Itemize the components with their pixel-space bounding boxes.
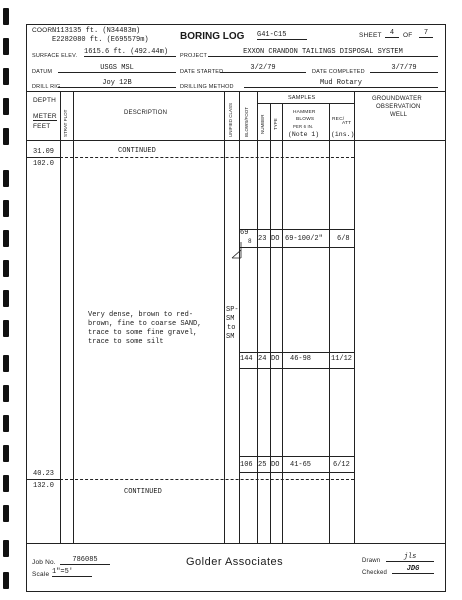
drill-rig-label: DRILL RIG [32, 84, 61, 90]
blows-header: BLOWS [296, 117, 315, 122]
description-header: DESCRIPTION [124, 110, 168, 116]
scale-label: Scale [32, 571, 50, 578]
blows-value: 144 [240, 355, 253, 363]
checked-label: Checked [362, 570, 388, 576]
sheet-label: SHEET [359, 32, 382, 39]
datum-value: USGS MSL [58, 64, 176, 73]
job-no-label: Job No. [32, 559, 56, 566]
boring-log-title: BORING LOG [180, 31, 245, 42]
date-started-value: 3/2/79 [220, 64, 306, 73]
company-name: Golder Associates [186, 556, 284, 568]
sample-type: DO [271, 355, 280, 363]
boring-id: G41-C15 [257, 31, 307, 40]
drilling-method-label: DRILLING METHOD [180, 84, 234, 90]
recovery: 6/12 [333, 461, 350, 469]
description-line: brown, fine to coarse SAND, [88, 320, 202, 328]
date-completed-value: 3/7/79 [370, 64, 438, 73]
coord-label: COOR. [32, 27, 55, 34]
note-1-header: (Note 1) [288, 131, 320, 138]
well-header: WELL [390, 112, 408, 118]
checked-value: JDG [392, 565, 434, 574]
sample-number: 25 [258, 461, 267, 469]
top-depth-feet: 102.0 [33, 160, 55, 168]
unified-code: SM [226, 315, 235, 323]
project-value: EXXON CRANDON TAILINGS DISPOSAL SYSTEM [208, 48, 438, 57]
type-header: TYPE [273, 118, 278, 130]
sample-number: 23 [258, 235, 267, 243]
top-continued-label: CONTINUED [118, 147, 156, 155]
datum-label: DATUM [32, 69, 53, 75]
unified-code: to [227, 324, 236, 332]
unified-code: SM [226, 333, 235, 341]
top-depth-meter: 31.09 [33, 148, 55, 156]
observation-header: OBSERVATION [376, 104, 421, 110]
recovery: 6/8 [337, 235, 350, 243]
number-header: NUMBER [260, 114, 265, 134]
description-line: trace to some silt [88, 338, 164, 346]
recovery: 11/12 [331, 355, 353, 363]
blows-value: 8 [248, 238, 252, 245]
hammer-blows: 69-100/2" [285, 235, 323, 243]
unified-class-header: UNIFIED CLASS [228, 102, 233, 137]
drill-rig-value: Joy 12B [58, 79, 176, 88]
drawn-label: Drawn [362, 558, 381, 564]
bottom-depth-meter: 40.23 [33, 470, 55, 478]
description-line: Very dense, brown to red- [88, 311, 194, 319]
unified-code: SP- [226, 306, 239, 314]
drawn-value: jls [386, 553, 434, 562]
rec-header: REC/ [332, 117, 345, 122]
sample-number: 24 [258, 355, 267, 363]
per-6-in-header: PER 6 IN. [293, 124, 314, 129]
sample-type: DO [271, 461, 280, 469]
rec-unit-header: (ins.) [331, 131, 355, 138]
bottom-continued-label: CONTINUED [124, 488, 162, 496]
job-no-value: 786085 [60, 556, 110, 565]
sample-marker-icon [229, 240, 243, 262]
bottom-depth-feet: 132.0 [33, 482, 55, 490]
depth-header: DEPTH [33, 97, 57, 104]
hammer-header: HAMMER [293, 110, 316, 115]
sheet-total: 7 [419, 29, 433, 38]
feet-header: FEET [33, 123, 51, 130]
hammer-blows: 46-98 [290, 355, 312, 363]
surface-elev-value: 1615.6 ft. (492.44m) [84, 48, 176, 57]
of-label: OF [403, 32, 413, 39]
coord-north: N113135 ft. (N34483m) [52, 27, 141, 35]
scale-value: 1"=5' [52, 568, 92, 577]
att-header: ATT [342, 121, 352, 126]
description-line: trace to some fine gravel, [88, 329, 198, 337]
groundwater-header: GROUNDWATER [372, 96, 422, 102]
blows-value: 69 [240, 229, 249, 237]
strat-plot-header: STRAT PLOT [63, 109, 68, 137]
drilling-method-value: Mud Rotary [244, 79, 438, 88]
sheet-number: 4 [385, 29, 399, 38]
date-completed-label: DATE COMPLETED [312, 69, 365, 75]
blows-value: 106 [240, 461, 253, 469]
date-started-label: DATE STARTED [180, 69, 224, 75]
coord-east: E2282080 ft. (E695579m) [52, 36, 149, 44]
surface-elev-label: SURFACE ELEV. [32, 53, 78, 59]
samples-header: SAMPLES [288, 95, 316, 101]
meter-header: METER [33, 113, 57, 120]
sample-type: DO [271, 235, 280, 243]
project-label: PROJECT [180, 53, 208, 59]
blows-foot-header: BLOWS/FOOT [244, 106, 249, 137]
hammer-blows: 41-65 [290, 461, 312, 469]
